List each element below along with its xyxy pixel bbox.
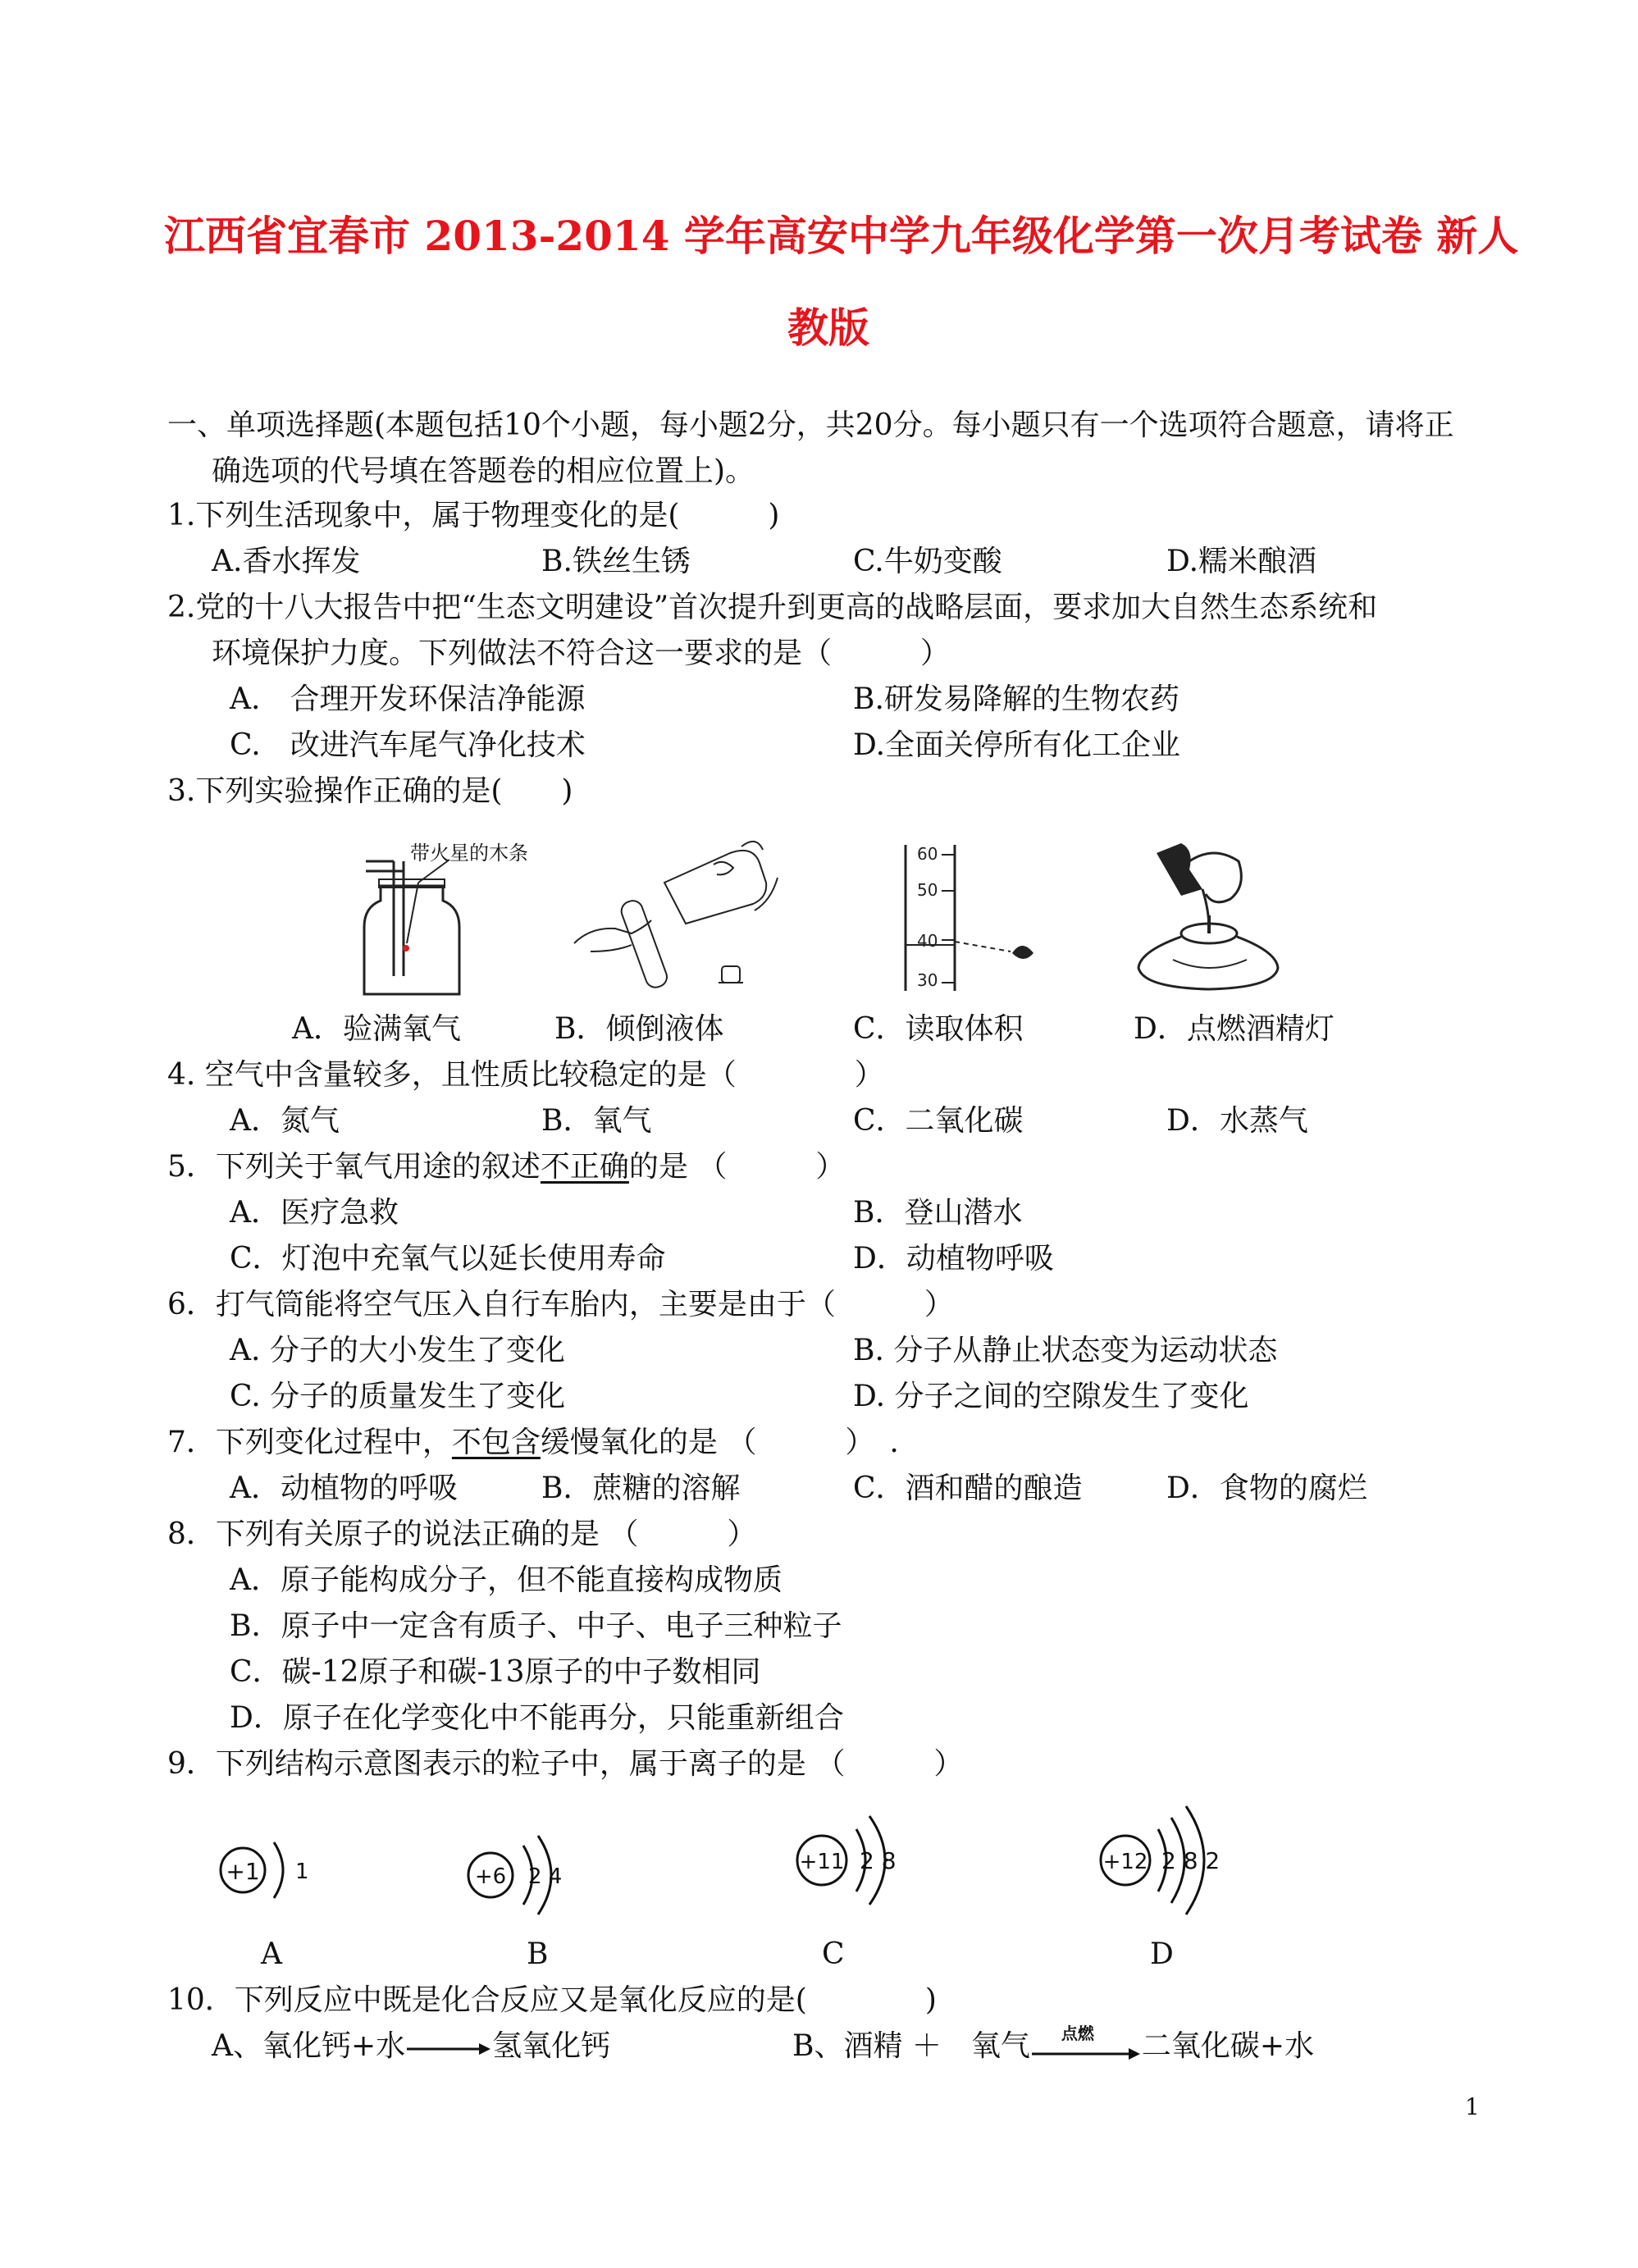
tick-label-40: 40: [917, 931, 938, 951]
nucleus-charge: +12: [1102, 1850, 1148, 1874]
q4-option-b: B．氧气: [541, 1104, 652, 1138]
q7-underlined-keyword: 不包含: [451, 1426, 541, 1459]
q2-option-b: B.研发易降解的生物农药: [853, 682, 1179, 716]
q8-option-c: C．碳-12原子和碳-13原子的中子数相同: [230, 1655, 761, 1689]
pouring-liquid-figure: [566, 828, 779, 993]
q2-stem: 2.党的十八大报告中把“生态文明建设”首次提升到更高的战略层面，要求加大自然生态系统和: [167, 591, 1378, 624]
q3-stem: 3.下列实验操作正确的是( ): [167, 774, 573, 808]
shell-electrons: 2 4: [528, 1864, 563, 1889]
q7-stem: 7．下列变化过程中，不包含缓慢氧化的是 （ ） .: [167, 1426, 899, 1459]
atom-label-d: D: [1150, 1937, 1174, 1971]
tick-label-60: 60: [917, 844, 938, 864]
q8-option-b: B．原子中一定含有质子、中子、电子三种粒子: [230, 1609, 842, 1643]
q7-option-d: D．食物的腐烂: [1166, 1472, 1367, 1505]
q1-option-a: A.香水挥发: [212, 545, 361, 578]
q3-option-d: D．点燃酒精灯: [1134, 1012, 1335, 1046]
q9-stem: 9．下列结构示意图表示的粒子中，属于离子的是 （ ）: [167, 1747, 964, 1781]
shell-electrons: 2 8: [860, 1847, 897, 1874]
q5-underlined-keyword: 不正确: [540, 1150, 629, 1184]
atom-diagram-a: [210, 1821, 325, 1919]
q4-stem: 4. 空气中含量较多，且性质比较稳定的是（ ）: [167, 1058, 884, 1092]
page-number: 1: [1465, 2093, 1480, 2120]
q5-option-d: D．动植物呼吸: [853, 1242, 1054, 1275]
nucleus-charge: +11: [799, 1850, 845, 1874]
q1-option-b: B.铁丝生锈: [541, 545, 691, 578]
q1-option-d: D.糯米酿酒: [1166, 545, 1317, 578]
q5-option-a: A．医疗急救: [230, 1196, 399, 1230]
atom-label-b: B: [527, 1937, 549, 1971]
reaction-arrow-icon: [1030, 2046, 1142, 2062]
q6-option-d: D. 分子之间的空隙发生了变化: [853, 1380, 1249, 1413]
q4-option-d: D．水蒸气: [1166, 1104, 1308, 1138]
q5-option-c: C．灯泡中充氧气以延长使用寿命: [230, 1242, 666, 1275]
q2-option-c: C. 改进汽车尾气净化技术: [230, 728, 586, 762]
q3-option-b: B．倾倒液体: [554, 1012, 724, 1046]
document-title-line1: 江西省宜春市 2013-2014 学年高安中学九年级化学第一次月考试卷 新人: [164, 212, 1519, 260]
section-heading: 一、单项选择题(本题包括10个小题，每小题2分，共20分。每小题只有一个选项符合题意，请将正: [167, 408, 1454, 442]
q6-option-b: B. 分子从静止状态变为运动状态: [853, 1334, 1278, 1367]
q10-stem: 10．下列反应中既是化合反应又是氧化反应的是( ): [167, 1983, 937, 2017]
q7-option-a: A．动植物的呼吸: [230, 1472, 458, 1505]
q7-option-b: B．蔗糖的溶解: [541, 1472, 741, 1505]
atom-diagram-b: [459, 1823, 607, 1921]
q10-option-b: B、酒精 ＋ 氧气 点燃 二氧化碳+水: [792, 2024, 1315, 2063]
q5-stem: 5．下列关于氧气用途的叙述不正确的是 （ ）: [167, 1150, 846, 1184]
shell-electrons: 1: [295, 1860, 309, 1884]
q3-option-c: C．读取体积: [853, 1012, 1024, 1046]
atom-label-c: C: [822, 1937, 845, 1971]
q6-option-c: C. 分子的质量发生了变化: [230, 1380, 566, 1413]
q2-option-a: A. 合理开发环保洁净能源: [230, 682, 586, 716]
atom-diagram-c: [787, 1801, 951, 1916]
atom-diagram-d: [1091, 1800, 1280, 1923]
tick-label-30: 30: [917, 970, 938, 990]
atom-label-a: A: [261, 1937, 282, 1971]
nucleus-charge: +6: [474, 1864, 507, 1889]
q3-figure-label: 带火星的木条: [410, 842, 528, 865]
q4-option-c: C．二氧化碳: [853, 1104, 1024, 1138]
gas-bottle-figure: [361, 853, 476, 1001]
q2-stem-cont: 环境保护力度。下列做法不符合这一要求的是（ ）: [212, 637, 951, 670]
reaction-arrow-icon: [405, 2041, 492, 2057]
q6-option-a: A. 分子的大小发生了变化: [230, 1334, 565, 1367]
q8-stem: 8．下列有关原子的说法正确的是 （ ）: [167, 1517, 757, 1551]
q1-option-c: C.牛奶变酸: [853, 545, 1002, 578]
tick-label-50: 50: [917, 880, 938, 900]
q7-option-c: C．酒和醋的酿造: [853, 1472, 1083, 1505]
q8-option-a: A．原子能构成分子，但不能直接构成物质: [230, 1563, 782, 1597]
reaction-condition: 点燃: [1061, 2024, 1094, 2043]
section-heading-cont: 确选项的代号填在答题卷的相应位置上)。: [212, 454, 755, 488]
q4-option-a: A．氮气: [230, 1104, 340, 1138]
q5-option-b: B．登山潜水: [853, 1196, 1023, 1230]
shell-electrons: 2 8 2: [1161, 1847, 1221, 1874]
q3-option-a: A．验满氧气: [292, 1012, 461, 1046]
nucleus-charge: +1: [226, 1858, 260, 1885]
document-title-line2: 教版: [787, 303, 869, 352]
q2-option-d: D.全面关停所有化工企业: [853, 728, 1181, 762]
q1-stem: 1.下列生活现象中，属于物理变化的是( ): [167, 499, 780, 532]
q6-stem: 6．打气筒能将空气压入自行车胎内，主要是由于（ ）: [167, 1288, 954, 1321]
q8-option-d: D．原子在化学变化中不能再分，只能重新组合: [230, 1701, 844, 1735]
graduated-cylinder-figure: [887, 845, 1084, 993]
q10-option-a: A、氧化钙+水 氢氧化钙: [212, 2029, 611, 2063]
alcohol-lamp-figure: [1124, 837, 1288, 1001]
